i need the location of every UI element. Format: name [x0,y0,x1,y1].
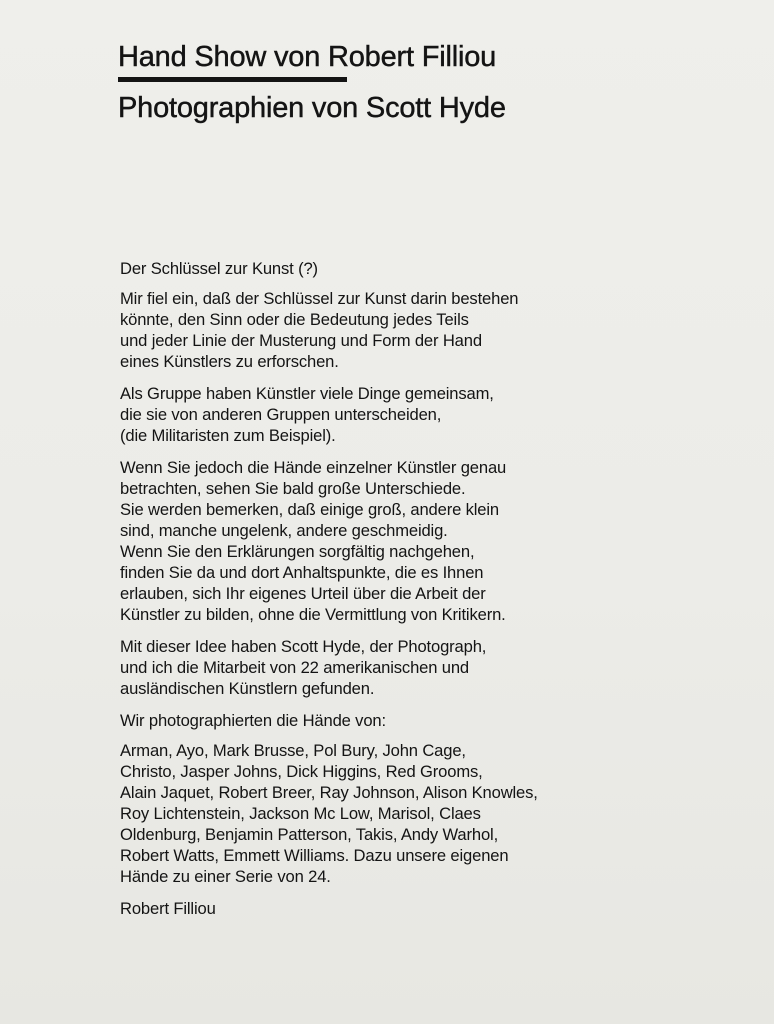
heading-text: Der Schlüssel zur Kunst (?) [120,259,318,278]
text-line: Wenn Sie den Erklärungen sorgfältig nachgehen, [120,542,475,561]
text-line: und ich die Mitarbeit von 22 amerikanischen und [120,658,470,677]
text-line: und jeder Linie der Musterung und Form der Hand [120,331,482,350]
text-line: Oldenburg, Benjamin Patterson, Takis, Andy Warhol, [120,825,499,844]
page-title [118,40,738,74]
text-line: könnte, den Sinn oder die Bedeutung jedes Teils [120,310,469,329]
section-heading [120,258,740,279]
title-rest: von Robert Filliou [274,41,497,73]
signature [120,898,740,919]
text-line: Robert Watts, Emmett Williams. Dazu unsere eigenen [120,846,509,865]
text-line: (die Militaristen zum Beispiel). [120,426,336,445]
paragraph-1 [120,288,740,372]
paragraph-2 [120,383,740,446]
list-intro [120,710,740,731]
text-line: Künstler zu bilden, ohne die Vermittlung von Kritikern. [120,605,506,624]
paragraph-3 [120,457,740,625]
text-line: Hände zu einer Serie von 24. [120,867,331,886]
text-line: die sie von anderen Gruppen unterscheiden, [120,405,442,424]
text-line: Sie werden bemerken, daß einige groß, andere klein [120,500,499,519]
text-line: erlauben, sich Ihr eigenes Urteil über die Arbeit der [120,584,486,603]
text-line: Mit dieser Idee haben Scott Hyde, der Photograph, [120,637,487,656]
text-line: Christo, Jasper Johns, Dick Higgins, Red Grooms, [120,762,483,781]
title-underline-bar [118,77,347,82]
text-line: Als Gruppe haben Künstler viele Dinge gemeinsam, [120,384,494,403]
document-body [120,258,740,930]
text-line: finden Sie da und dort Anhaltspunkte, die es Ihnen [120,563,484,582]
text-line: Arman, Ayo, Mark Brusse, Pol Bury, John Cage, [120,741,466,760]
paragraph-4 [120,636,740,699]
title-underlined-part: Hand Show [118,41,267,73]
text-line: sind, manche ungelenk, andere geschmeidig. [120,521,448,540]
page-subtitle: Photographien von Scott Hyde [118,92,506,124]
text-line: Alain Jaquet, Robert Breer, Ray Johnson, Alison Knowles, [120,783,538,802]
signature-text: Robert Filliou [120,899,216,918]
text-line: Mir fiel ein, daß der Schlüssel zur Kunst darin bestehen [120,289,519,308]
document-header [118,40,738,125]
text-line: Roy Lichtenstein, Jackson Mc Low, Marisol, Claes [120,804,481,823]
text-line: ausländischen Künstlern gefunden. [120,679,375,698]
text-line: Wenn Sie jedoch die Hände einzelner Künstler genau [120,458,507,477]
text-line: betrachten, sehen Sie bald große Unterschiede. [120,479,466,498]
artist-list-paragraph [120,740,740,887]
text-line: eines Künstlers zu erforschen. [120,352,339,371]
list-intro-text: Wir photographierten die Hände von: [120,711,386,730]
